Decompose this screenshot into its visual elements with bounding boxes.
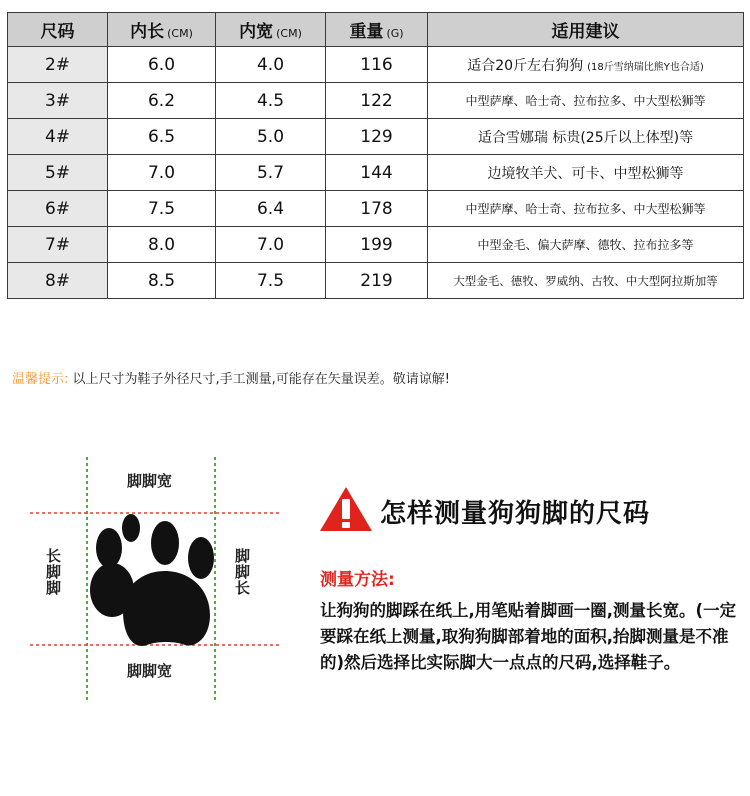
weight-cell: 199 [326, 227, 428, 263]
table-header-row [8, 13, 744, 47]
recommendation-cell: 中型萨摩、哈士奇、拉布拉多、中大型松狮等 [428, 83, 744, 119]
warning-icon [318, 485, 374, 533]
notice-text: 以上尺寸为鞋子外径尺寸,手工测量,可能存在矢量误差。敬请谅解! [72, 372, 451, 387]
weight-cell: 144 [326, 155, 428, 191]
size-cell: 8# [8, 263, 108, 299]
length-cell: 8.0 [108, 227, 216, 263]
recommendation-cell: 中型萨摩、哈士奇、拉布拉多、中大型松狮等 [428, 191, 744, 227]
recommendation-cell: 适合20斤左右狗狗 (18斤雪纳瑞比熊Y也合适) [428, 47, 744, 83]
size-cell: 3# [8, 83, 108, 119]
weight-cell: 129 [326, 119, 428, 155]
header-size: 尺码 [8, 13, 108, 47]
size-cell: 5# [8, 155, 108, 191]
weight-cell: 178 [326, 191, 428, 227]
width-cell: 4.5 [216, 83, 326, 119]
header-weight: 重量 (G) [326, 13, 428, 47]
width-cell: 7.5 [216, 263, 326, 299]
size-cell: 4# [8, 119, 108, 155]
header-inner-width: 内宽 (CM) [216, 13, 326, 47]
length-cell: 6.0 [108, 47, 216, 83]
table-row [8, 47, 744, 83]
table-row [8, 191, 744, 227]
method-body: 让狗狗的脚踩在纸上,用笔贴着脚画一圈,测量长宽。(一定要踩在纸上测量,取狗狗脚部着地的面积,抬脚测量是不准的)然后选择比实际脚大一点点的尺码,选择鞋子。 [320, 601, 737, 672]
method-label: 测量方法: [320, 570, 395, 590]
paw-length-label-left: 长脚脚 [44, 548, 62, 596]
paw-measure-diagram [25, 455, 285, 705]
recommendation-cell: 边境牧羊犬、可卡、中型松狮等 [428, 155, 744, 191]
width-cell: 5.0 [216, 119, 326, 155]
width-cell: 5.7 [216, 155, 326, 191]
weight-cell: 122 [326, 83, 428, 119]
size-chart-table [7, 12, 744, 299]
paw-width-label-bottom: 脚脚宽 [127, 662, 173, 680]
weight-cell: 116 [326, 47, 428, 83]
recommendation-cell: 大型金毛、德牧、罗威纳、古牧、中大型阿拉斯加等 [428, 263, 744, 299]
table-row [8, 227, 744, 263]
measure-heading [318, 485, 738, 535]
measure-method [320, 565, 740, 676]
weight-cell: 219 [326, 263, 428, 299]
paw-print-icon [90, 514, 214, 646]
length-cell: 6.2 [108, 83, 216, 119]
header-inner-length: 内长 (CM) [108, 13, 216, 47]
notice-label: 温馨提示: [12, 372, 69, 387]
length-cell: 7.0 [108, 155, 216, 191]
size-notice [12, 368, 450, 387]
width-cell: 6.4 [216, 191, 326, 227]
paw-width-label-top: 脚脚宽 [127, 472, 173, 490]
header-recommendation: 适用建议 [428, 13, 744, 47]
size-cell: 7# [8, 227, 108, 263]
width-cell: 4.0 [216, 47, 326, 83]
size-cell: 2# [8, 47, 108, 83]
recommendation-cell: 中型金毛、偏大萨摩、德牧、拉布拉多等 [428, 227, 744, 263]
width-cell: 7.0 [216, 227, 326, 263]
length-cell: 8.5 [108, 263, 216, 299]
table-row [8, 83, 744, 119]
table-row [8, 155, 744, 191]
table-row [8, 263, 744, 299]
recommendation-cell: 适合雪娜瑞 标贵(25斤以上体型)等 [428, 119, 744, 155]
recommendation-note: (18斤雪纳瑞比熊Y也合适) [587, 61, 704, 73]
length-cell: 7.5 [108, 191, 216, 227]
heading-title: 怎样测量狗狗脚的尺码 [380, 499, 651, 529]
size-cell: 6# [8, 191, 108, 227]
paw-length-label-right: 脚脚长 [233, 548, 251, 596]
length-cell: 6.5 [108, 119, 216, 155]
table-row [8, 119, 744, 155]
